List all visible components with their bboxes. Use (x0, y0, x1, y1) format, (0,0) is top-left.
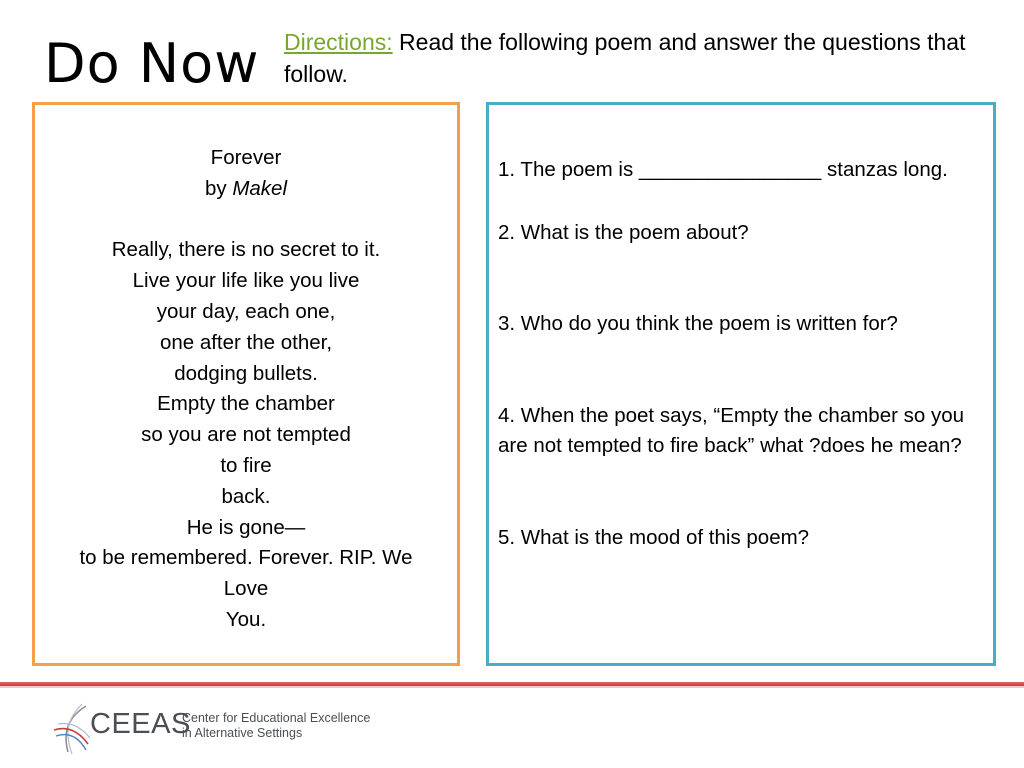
poem-box (32, 102, 460, 666)
poem-line: to fire (220, 453, 272, 477)
poem-line: so you are not tempted (141, 423, 351, 447)
directions-label: Directions: (284, 29, 393, 55)
poem-line: You. (225, 607, 267, 631)
question-list (498, 155, 981, 554)
questions-box (486, 102, 996, 666)
poem (35, 143, 457, 636)
poem-by: by (204, 176, 233, 200)
directions-text: Read the following poem and answer the questions that follow. (284, 29, 966, 87)
question-5: 5. What is the mood of this poem? (498, 525, 810, 549)
poem-line: back. (221, 484, 271, 508)
poem-line: one after the other, (159, 330, 333, 354)
poem-title: Forever (210, 146, 282, 169)
poem-line: Really, there is no secret to it. (111, 238, 381, 262)
poem-byline (35, 174, 457, 205)
poem-line: Empty the chamber (157, 392, 335, 416)
poem-line: to be remembered. Forever. RIP. We (79, 546, 413, 570)
logo-tagline (182, 711, 370, 741)
question-4: 4. When the poet says, “Empty the chamber so you are not tempted to fire back” what ?does he mean? (498, 403, 965, 458)
directions (284, 26, 984, 90)
logo-tagline-1: Center for Educational Excellence (182, 711, 371, 725)
logo-name: CEEAS (90, 708, 191, 740)
logo-tagline-2: in Alternative Settings (182, 726, 303, 740)
poem-line: your day, each one, (156, 299, 336, 323)
poem-line: Love (223, 577, 269, 601)
slide-title: Do Now (44, 32, 260, 95)
poem-line: He is gone— (186, 515, 306, 539)
poem-author: Makel (232, 176, 288, 200)
ceeas-swoosh-icon (52, 700, 92, 756)
question-3: 3. Who do you think the poem is written for? (498, 312, 898, 336)
question-1: 1. The poem is ________________ stanzas long. (498, 158, 948, 181)
ceeas-logo (52, 700, 392, 756)
footer-divider-shadow (0, 686, 1024, 688)
poem-line: Live your life like you live (132, 269, 360, 293)
question-2: 2. What is the poem about? (498, 220, 749, 244)
poem-line: dodging bullets. (174, 361, 318, 385)
